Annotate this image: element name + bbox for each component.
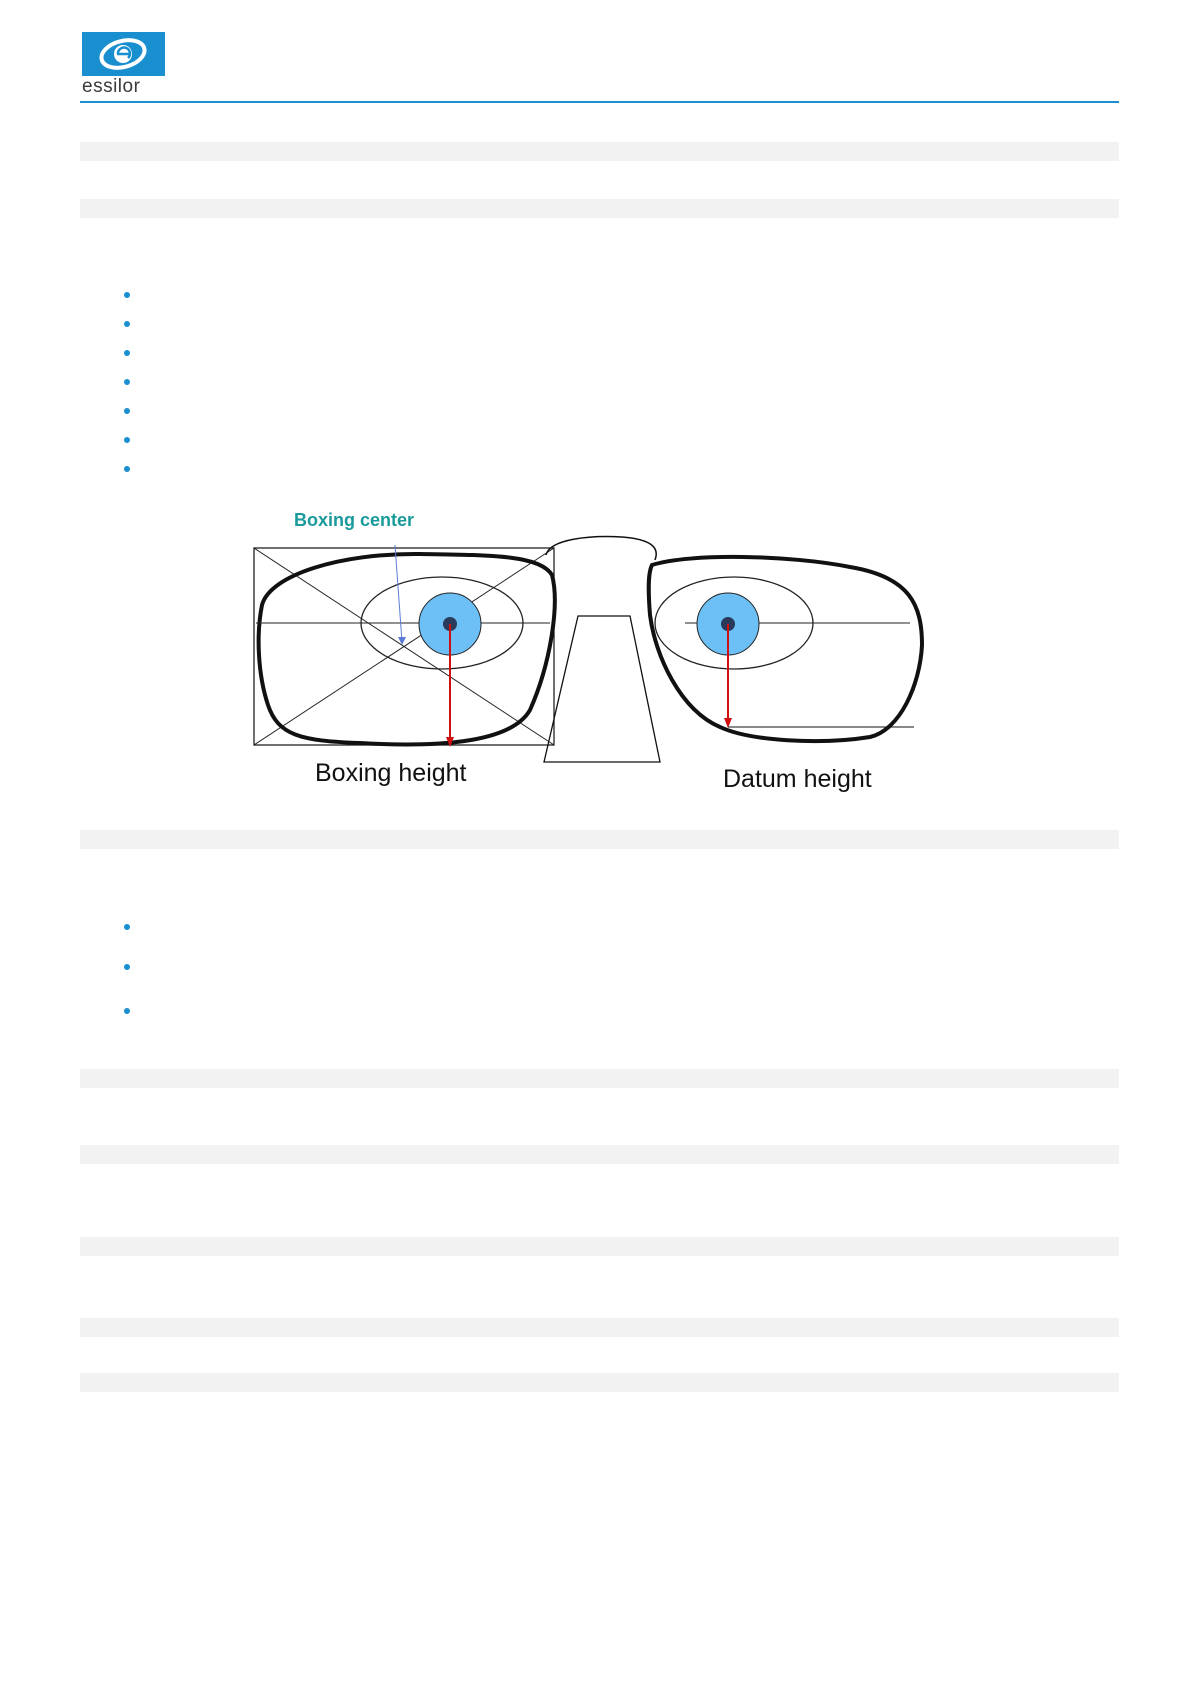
text-bar xyxy=(80,1373,1119,1392)
text-bar xyxy=(80,1237,1119,1256)
header-rule xyxy=(80,101,1119,103)
list-bullet xyxy=(124,379,130,385)
list-bullet xyxy=(124,466,130,472)
list-bullet xyxy=(124,964,130,970)
list-bullet xyxy=(124,408,130,414)
essilor-logo xyxy=(82,32,166,96)
eye-e-icon xyxy=(82,32,165,76)
list-bullet xyxy=(124,321,130,327)
text-bar xyxy=(80,142,1119,161)
list-bullet xyxy=(124,924,130,930)
boxing-height-label: Boxing height xyxy=(315,759,467,787)
text-bar xyxy=(80,830,1119,849)
frame-height-diagram xyxy=(250,505,950,805)
logo-wordmark: essilor xyxy=(82,76,141,97)
text-bar xyxy=(80,1145,1119,1164)
logo-mark xyxy=(82,32,165,76)
text-bar xyxy=(80,1069,1119,1088)
list-bullet xyxy=(124,350,130,356)
list-bullet xyxy=(124,1008,130,1014)
boxing-center-label: Boxing center xyxy=(294,510,415,530)
list-bullet xyxy=(124,437,130,443)
text-bar xyxy=(80,199,1119,218)
list-bullet xyxy=(124,292,130,298)
datum-height-label: Datum height xyxy=(723,765,872,793)
text-bar xyxy=(80,1318,1119,1337)
